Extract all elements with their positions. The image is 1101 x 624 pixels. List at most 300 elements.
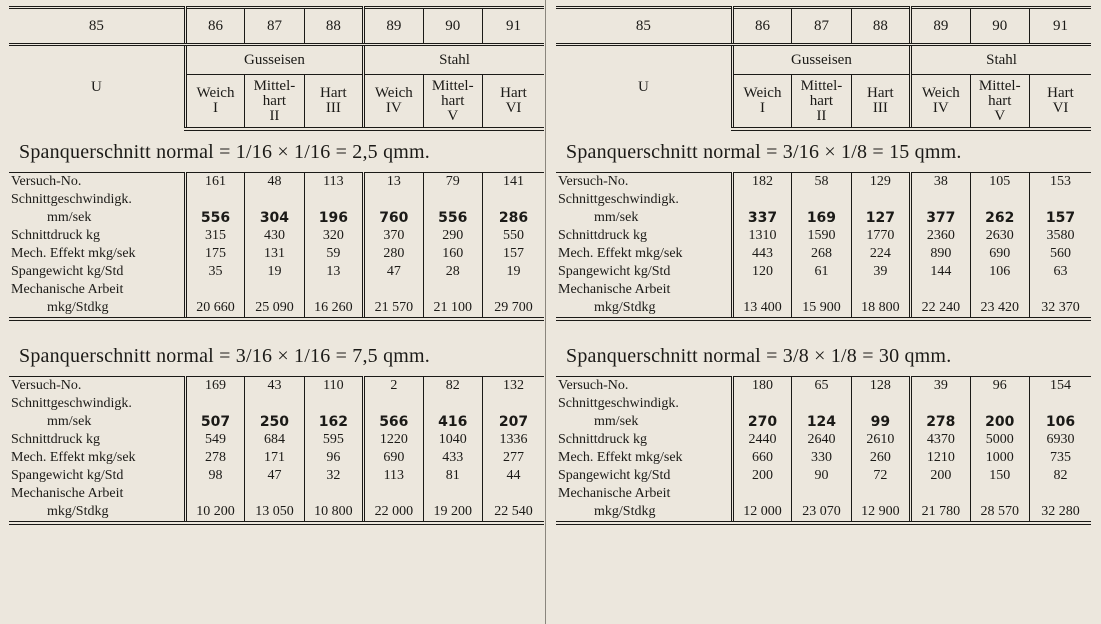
table-cell: 113 — [304, 173, 363, 192]
section-title — [9, 335, 544, 377]
table-cell: 29 700 — [482, 299, 544, 319]
table-cell — [423, 281, 482, 299]
row-label: Mech. Effekt mkg/sek — [558, 246, 683, 261]
table-cell — [482, 281, 544, 299]
table-row — [556, 245, 1091, 263]
table-cell — [732, 191, 791, 209]
table-cell: 19 200 — [423, 503, 482, 523]
table-cell: 180 — [732, 377, 791, 396]
subgroup-header — [185, 75, 244, 130]
table-cell — [304, 485, 363, 503]
table-cell — [364, 485, 423, 503]
table-cell: 154 — [1029, 377, 1091, 396]
table-cell: 280 — [364, 245, 423, 263]
u-label: U — [90, 79, 102, 95]
row-label: Spangewicht kg/Std — [11, 264, 124, 279]
table-cell: 566 — [364, 413, 423, 431]
table-cell — [732, 485, 791, 503]
column-number: 86 — [185, 8, 244, 45]
table-cell: 82 — [1029, 467, 1091, 485]
table-cell: 13 — [364, 173, 423, 192]
table-row — [9, 413, 544, 431]
column-number: 91 — [1029, 8, 1091, 45]
table-row — [9, 299, 544, 319]
table-cell: 22 540 — [482, 503, 544, 523]
table-cell: 90 — [792, 467, 851, 485]
table-cell: 18 800 — [851, 299, 910, 319]
table-cell — [423, 191, 482, 209]
table-cell: 3580 — [1029, 227, 1091, 245]
table-cell: 6930 — [1029, 431, 1091, 449]
table-cell — [851, 485, 910, 503]
table-row — [9, 245, 544, 263]
table-cell: 10 200 — [185, 503, 244, 523]
row-label: mm/sek — [47, 210, 92, 225]
table-cell: 250 — [245, 413, 304, 431]
row-label: Schnittgeschwindigk. — [11, 396, 132, 411]
section-fraction: 3/8 × 1/8 — [782, 345, 857, 367]
subgroup-header — [911, 75, 970, 130]
table-cell: 28 570 — [970, 503, 1029, 523]
table-cell: 59 — [304, 245, 363, 263]
table-row — [9, 467, 544, 485]
hardness-label: Mittel-hart — [431, 77, 474, 109]
table-cell — [245, 395, 304, 413]
table-cell: 32 — [304, 467, 363, 485]
table-row — [9, 191, 544, 209]
table-cell: 23 070 — [792, 503, 851, 523]
table-cell — [851, 281, 910, 299]
hardness-label: Mittel-hart — [800, 77, 843, 109]
page-divider — [545, 0, 546, 624]
table-cell: 430 — [245, 227, 304, 245]
table-cell: 377 — [911, 209, 970, 227]
table-cell: 21 100 — [423, 299, 482, 319]
hardness-numeral: II — [816, 107, 827, 124]
table-cell: 2610 — [851, 431, 910, 449]
table-cell — [1029, 395, 1091, 413]
row-label: Mechanische Arbeit — [558, 282, 671, 297]
table-cell: 507 — [185, 413, 244, 431]
table-cell: 735 — [1029, 449, 1091, 467]
row-label: Schnittdruck kg — [11, 432, 101, 447]
table-cell: 20 660 — [185, 299, 244, 319]
table-cell: 16 260 — [304, 299, 363, 319]
section-title-text: Spanquerschnitt normal = — [19, 345, 236, 367]
table-cell — [364, 395, 423, 413]
table-cell: 79 — [423, 173, 482, 192]
table-cell: 44 — [482, 467, 544, 485]
table-cell — [304, 395, 363, 413]
table-cell: 58 — [792, 173, 851, 192]
table-cell — [423, 485, 482, 503]
table-cell: 690 — [364, 449, 423, 467]
hardness-label: Weich — [374, 85, 413, 101]
table-cell: 290 — [423, 227, 482, 245]
table-cell: 144 — [911, 263, 970, 281]
table-row — [556, 377, 1091, 396]
subgroup-header — [482, 75, 544, 130]
table-cell: 660 — [732, 449, 791, 467]
table-cell: 25 090 — [245, 299, 304, 319]
table-cell: 760 — [364, 209, 423, 227]
table-cell: 10 800 — [304, 503, 363, 523]
section-title — [9, 129, 544, 173]
row-label: Mechanische Arbeit — [558, 486, 671, 501]
table-cell: 12 000 — [732, 503, 791, 523]
table-row — [9, 503, 544, 523]
table-cell: 82 — [423, 377, 482, 396]
table-row — [556, 191, 1091, 209]
table-cell: 160 — [423, 245, 482, 263]
table-row — [9, 449, 544, 467]
row-label: Spangewicht kg/Std — [11, 468, 124, 483]
table-cell: 890 — [911, 245, 970, 263]
table-cell: 550 — [482, 227, 544, 245]
table-cell — [792, 485, 851, 503]
table-row — [556, 413, 1091, 431]
table-cell: 556 — [423, 209, 482, 227]
table-cell: 47 — [364, 263, 423, 281]
table-cell — [245, 485, 304, 503]
table-cell: 2440 — [732, 431, 791, 449]
table-row — [9, 377, 544, 396]
table-cell — [482, 485, 544, 503]
table-cell — [185, 395, 244, 413]
table-cell: 81 — [423, 467, 482, 485]
table-row — [9, 263, 544, 281]
table-cell: 63 — [1029, 263, 1091, 281]
group-header: Stahl — [364, 45, 544, 75]
table-cell: 1040 — [423, 431, 482, 449]
row-label: Schnittgeschwindigk. — [11, 192, 132, 207]
table-cell — [732, 281, 791, 299]
column-number: 88 — [851, 8, 910, 45]
table-cell: 22 000 — [364, 503, 423, 523]
column-number: 86 — [732, 8, 791, 45]
table-cell: 39 — [911, 377, 970, 396]
table-cell: 96 — [304, 449, 363, 467]
hardness-numeral: I — [213, 100, 218, 116]
table-cell: 129 — [851, 173, 910, 192]
table-cell: 124 — [792, 413, 851, 431]
section-fraction: 1/16 × 1/16 — [235, 141, 331, 163]
row-label: Versuch-No. — [558, 174, 629, 189]
table-cell: 690 — [970, 245, 1029, 263]
table-row — [556, 449, 1091, 467]
section-title-text: Spanquerschnitt normal = — [566, 345, 783, 367]
table-row — [556, 299, 1091, 319]
table-cell: 23 420 — [970, 299, 1029, 319]
table-cell — [851, 191, 910, 209]
table-cell — [970, 281, 1029, 299]
row-label: Versuch-No. — [558, 378, 629, 393]
table-cell: 2640 — [792, 431, 851, 449]
table-cell: 416 — [423, 413, 482, 431]
table-row — [9, 173, 544, 192]
table-cell: 2360 — [911, 227, 970, 245]
table-cell: 105 — [970, 173, 1029, 192]
section-area: = 2,5 qmm. — [330, 141, 430, 163]
table-row — [556, 281, 1091, 299]
table-cell: 161 — [185, 173, 244, 192]
table-cell: 1336 — [482, 431, 544, 449]
table-cell: 98 — [185, 467, 244, 485]
table-cell — [851, 395, 910, 413]
row-label: Mechanische Arbeit — [11, 282, 124, 297]
subgroup-header — [792, 75, 851, 130]
table-cell: 337 — [732, 209, 791, 227]
table-cell — [185, 281, 244, 299]
table-row — [556, 431, 1091, 449]
table-cell: 15 900 — [792, 299, 851, 319]
table-row — [9, 209, 544, 227]
table-cell: 162 — [304, 413, 363, 431]
table-cell: 113 — [364, 467, 423, 485]
row-label: Schnittdruck kg — [11, 228, 101, 243]
table-cell — [185, 485, 244, 503]
section-fraction: 3/16 × 1/16 — [235, 345, 331, 367]
table-cell: 32 370 — [1029, 299, 1091, 319]
hardness-label: Hart — [320, 85, 347, 101]
group-header: Gusseisen — [732, 45, 910, 75]
table-cell: 200 — [732, 467, 791, 485]
table-cell: 106 — [1029, 413, 1091, 431]
table-cell: 43 — [245, 377, 304, 396]
table-cell: 370 — [364, 227, 423, 245]
table-cell: 96 — [970, 377, 1029, 396]
column-number: 87 — [792, 8, 851, 45]
table-cell — [911, 395, 970, 413]
table-cell: 47 — [245, 467, 304, 485]
table-cell: 1770 — [851, 227, 910, 245]
table-cell: 110 — [304, 377, 363, 396]
table-cell: 39 — [851, 263, 910, 281]
table-cell: 277 — [482, 449, 544, 467]
column-number: 90 — [423, 8, 482, 45]
table-cell: 556 — [185, 209, 244, 227]
table-cell — [482, 395, 544, 413]
table-cell: 171 — [245, 449, 304, 467]
table-cell: 65 — [792, 377, 851, 396]
table-cell: 32 280 — [1029, 503, 1091, 523]
hardness-label: Mittel-hart — [253, 77, 296, 109]
table-cell — [245, 191, 304, 209]
table-cell: 131 — [245, 245, 304, 263]
subgroup-header — [1029, 75, 1091, 130]
table-cell — [423, 395, 482, 413]
table-cell — [792, 191, 851, 209]
table-cell: 200 — [970, 413, 1029, 431]
table-cell — [304, 281, 363, 299]
column-number: 88 — [304, 8, 363, 45]
table-cell: 141 — [482, 173, 544, 192]
table-cell: 1000 — [970, 449, 1029, 467]
table-cell: 19 — [482, 263, 544, 281]
row-label: Mech. Effekt mkg/sek — [11, 246, 136, 261]
table-cell: 1310 — [732, 227, 791, 245]
table-cell: 1210 — [911, 449, 970, 467]
table-cell: 13 400 — [732, 299, 791, 319]
row-label: Schnittgeschwindigk. — [558, 396, 679, 411]
section-title-text: Spanquerschnitt normal = — [566, 141, 783, 163]
data-table — [9, 6, 544, 525]
row-label: Schnittdruck kg — [558, 432, 648, 447]
table-cell — [482, 191, 544, 209]
table-cell: 72 — [851, 467, 910, 485]
table-cell: 207 — [482, 413, 544, 431]
table-row — [556, 173, 1091, 192]
table-cell: 304 — [245, 209, 304, 227]
table-cell: 169 — [185, 377, 244, 396]
group-header: Gusseisen — [185, 45, 363, 75]
table-cell: 21 570 — [364, 299, 423, 319]
column-number: 87 — [245, 8, 304, 45]
group-header: Stahl — [911, 45, 1091, 75]
table-cell: 61 — [792, 263, 851, 281]
hardness-label: Hart — [500, 85, 527, 101]
column-number: 89 — [364, 8, 423, 45]
hardness-numeral: I — [760, 100, 765, 116]
table-cell — [970, 485, 1029, 503]
hardness-label: Mittel-hart — [978, 77, 1021, 109]
column-number: 90 — [970, 8, 1029, 45]
table-cell — [1029, 191, 1091, 209]
table-cell: 286 — [482, 209, 544, 227]
table-cell: 224 — [851, 245, 910, 263]
table-cell: 684 — [245, 431, 304, 449]
column-number: 85 — [9, 8, 185, 45]
table-cell: 120 — [732, 263, 791, 281]
table-cell: 38 — [911, 173, 970, 192]
hardness-label: Weich — [196, 85, 235, 101]
subgroup-header — [851, 75, 910, 130]
table-cell: 132 — [482, 377, 544, 396]
table-cell: 278 — [185, 449, 244, 467]
table-cell: 4370 — [911, 431, 970, 449]
subgroup-header — [364, 75, 423, 130]
section-title — [556, 335, 1091, 377]
row-label: Schnittdruck kg — [558, 228, 648, 243]
table-cell — [364, 191, 423, 209]
table-cell — [911, 485, 970, 503]
row-label: mm/sek — [594, 414, 639, 429]
table-cell — [304, 191, 363, 209]
table-cell: 270 — [732, 413, 791, 431]
table-cell: 22 240 — [911, 299, 970, 319]
table-cell: 278 — [911, 413, 970, 431]
row-label: Mechanische Arbeit — [11, 486, 124, 501]
table-cell — [185, 191, 244, 209]
hardness-numeral: III — [872, 100, 888, 116]
hardness-numeral: V — [994, 107, 1006, 124]
hardness-numeral: II — [269, 107, 280, 124]
table-cell: 99 — [851, 413, 910, 431]
table-cell: 268 — [792, 245, 851, 263]
row-label: Schnittgeschwindigk. — [558, 192, 679, 207]
table-cell: 128 — [851, 377, 910, 396]
table-cell: 13 — [304, 263, 363, 281]
table-cell: 315 — [185, 227, 244, 245]
table-cell: 28 — [423, 263, 482, 281]
hardness-label: Weich — [921, 85, 960, 101]
table-cell — [970, 191, 1029, 209]
table-row — [556, 485, 1091, 503]
section-area: = 7,5 qmm. — [330, 345, 430, 367]
section-area: = 15 qmm. — [867, 141, 962, 163]
table-cell: 560 — [1029, 245, 1091, 263]
table-cell: 1220 — [364, 431, 423, 449]
table-cell: 127 — [851, 209, 910, 227]
table-cell: 595 — [304, 431, 363, 449]
table-cell — [911, 191, 970, 209]
hardness-numeral: IV — [385, 100, 402, 116]
subgroup-header — [732, 75, 791, 130]
row-label: Spangewicht kg/Std — [558, 468, 671, 483]
table-cell: 260 — [851, 449, 910, 467]
section-fraction: 3/16 × 1/8 — [782, 141, 868, 163]
row-label: mm/sek — [594, 210, 639, 225]
hardness-numeral: VI — [505, 100, 522, 116]
hardness-label: Weich — [743, 85, 782, 101]
hardness-numeral: V — [447, 107, 459, 124]
table-cell: 182 — [732, 173, 791, 192]
subgroup-header — [970, 75, 1029, 130]
column-number: 91 — [482, 8, 544, 45]
table-cell: 169 — [792, 209, 851, 227]
table-cell: 21 780 — [911, 503, 970, 523]
table-cell: 157 — [1029, 209, 1091, 227]
left-table — [9, 6, 544, 525]
u-label: U — [637, 79, 649, 95]
row-label: mkg/Stdkg — [594, 300, 656, 315]
table-cell: 106 — [970, 263, 1029, 281]
table-cell — [1029, 485, 1091, 503]
row-label: Spangewicht kg/Std — [558, 264, 671, 279]
subgroup-header — [423, 75, 482, 130]
column-number: 89 — [911, 8, 970, 45]
table-cell: 153 — [1029, 173, 1091, 192]
table-cell: 48 — [245, 173, 304, 192]
right-table — [556, 6, 1091, 525]
table-cell — [1029, 281, 1091, 299]
section-area: = 30 qmm. — [857, 345, 952, 367]
table-cell: 2 — [364, 377, 423, 396]
data-table — [556, 6, 1091, 525]
section-title-text: Spanquerschnitt normal = — [19, 141, 236, 163]
table-cell: 19 — [245, 263, 304, 281]
table-cell: 320 — [304, 227, 363, 245]
subgroup-header — [304, 75, 363, 130]
table-cell: 443 — [732, 245, 791, 263]
table-cell — [792, 281, 851, 299]
section-title — [556, 129, 1091, 173]
table-row — [556, 209, 1091, 227]
table-cell: 175 — [185, 245, 244, 263]
row-label: Versuch-No. — [11, 174, 82, 189]
hardness-label: Hart — [867, 85, 894, 101]
column-number: 85 — [556, 8, 732, 45]
table-cell: 549 — [185, 431, 244, 449]
table-cell — [792, 395, 851, 413]
hardness-numeral: VI — [1052, 100, 1069, 116]
subgroup-header — [245, 75, 304, 130]
table-cell: 200 — [911, 467, 970, 485]
table-row — [9, 395, 544, 413]
table-cell — [732, 395, 791, 413]
row-label: mkg/Stdkg — [594, 504, 656, 519]
hardness-label: Hart — [1047, 85, 1074, 101]
